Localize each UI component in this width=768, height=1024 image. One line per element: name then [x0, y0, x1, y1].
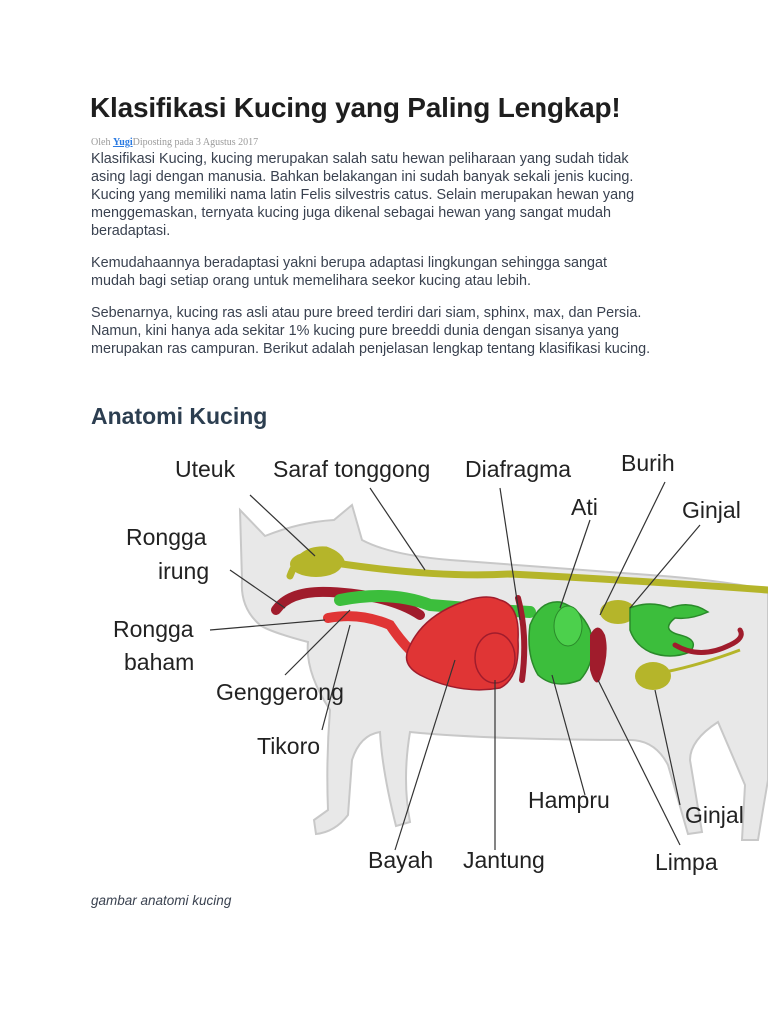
brain-shape [290, 551, 342, 577]
kidney-bottom-shape [635, 662, 671, 690]
section-heading: Anatomi Kucing [91, 403, 268, 429]
paragraph-line: Sebenarnya, kucing ras asli atau pure breed terdiri dari siam, sphinx, max, dan Persia. [91, 305, 642, 321]
label-rongga-baham-2: baham [124, 649, 195, 675]
cat-anatomy-illustration [90, 440, 768, 880]
label-rongga-baham-1: Rongga [113, 616, 194, 642]
paragraph-3 [91, 304, 691, 358]
label-tikoro: Tikoro [257, 733, 321, 759]
paragraph-line: Klasifikasi Kucing, kucing merupakan salah satu hewan peliharaan yang sudah tidak [91, 151, 629, 167]
label-diafragma: Diafragma [465, 456, 572, 482]
label-bayah: Bayah [368, 847, 434, 873]
label-rongga-irung-1: Rongga [126, 524, 207, 550]
label-ginjal-bottom: Ginjal [685, 802, 744, 828]
label-rongga-irung-2: irung [158, 558, 210, 584]
article-title: Klasifikasi Kucing yang Paling Lengkap! [90, 92, 621, 123]
figure-caption: gambar anatomi kucing [91, 893, 232, 908]
author-link[interactable]: Yugi [112, 137, 133, 148]
label-jantung: Jantung [463, 847, 545, 873]
label-saraf-tonggong: Saraf tonggong [273, 456, 431, 482]
label-limpa: Limpa [655, 849, 718, 875]
paragraph-line: beradaptasi. [91, 223, 171, 239]
meta-posted-date: Diposting pada 3 Agustus 2017 [132, 137, 259, 148]
label-genggerong: Genggerong [216, 679, 344, 705]
paragraph-line: menggemaskan, ternyata kucing juga dikenal sebagai hewan yang sangat mudah [91, 205, 612, 221]
paragraph-1 [91, 150, 691, 240]
cat-anatomy-figure [90, 440, 768, 880]
label-uteuk: Uteuk [175, 456, 236, 482]
paragraph-2 [91, 254, 691, 290]
paragraph-line: Kucing yang memiliki nama latin Felis silvestris catus. Selain merupakan hewan yang [91, 187, 635, 203]
paragraph-line: Kemudahaannya beradaptasi yakni berupa adaptasi lingkungan sehingga sangat [91, 255, 608, 271]
paragraph-line: Namun, kini hanya ada sekitar 1% kucing pure breeddi dunia dengan sisanya yang [91, 323, 619, 339]
label-ati: Ati [571, 494, 598, 520]
paragraph-line: asing lagi dengan manusia. Bahkan belakangan ini sudah banyak sekali jenis kucing. [91, 169, 634, 185]
meta-by: Oleh [91, 137, 113, 148]
paragraph-line: merupakan ras campuran. Berikut adalah penjelasan lengkap tentang klasifikasi kucing. [91, 341, 651, 357]
label-ginjal-top: Ginjal [682, 497, 741, 523]
gallbladder-shape [554, 606, 582, 646]
label-burih: Burih [621, 450, 675, 476]
label-hampru: Hampru [528, 787, 610, 813]
heart-shape [475, 633, 515, 683]
post-meta [91, 137, 258, 148]
paragraph-line: mudah bagi setiap orang untuk memelihara seekor kucing atau lebih. [91, 273, 531, 289]
